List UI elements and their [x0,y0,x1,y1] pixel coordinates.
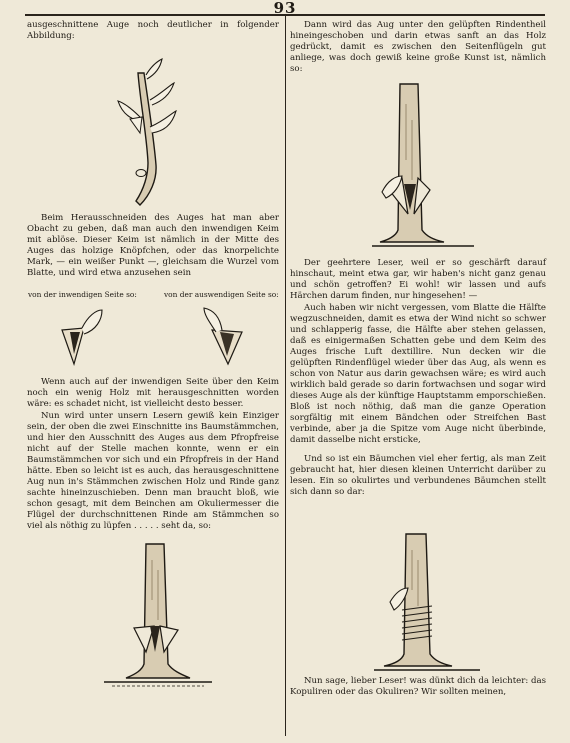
page-number: 93 [273,0,297,17]
figure-bound-tree [372,530,482,672]
label-inner-side: von der inwendigen Seite so: [28,290,137,299]
right-para1: Dann wird das Aug unter den gelüpften Rindentheil hineingeschoben und darin etwas sanft an das Holz gedrückt, damit es zwischen den Seitenflügeln gut anliege, was doch gewiß keine große Kunst ist, nämlich so: [290,20,546,74]
figure-bud-inserted [368,80,478,250]
figure-stock-with-cuts [98,540,218,690]
column-divider [285,16,286,736]
left-para3: Nun wird unter unsern Lesern gewiß kein Einziger sein, der oben die zwei Einschnitte ins Baumstämmchen, und hier den Ausschnitt des Auges aus dem Pfropfreise nicht auf der Stelle machen konnte, wenn er ein Baumstämmchen vor sich und ein Pfropfreis in der Hand hätte. Eben so leicht ist es auch, das herausgeschnittene Aug nun in's Stämmchen zwischen Holz und Rinde ganz sachte hineinzuschieben. Denn man braucht bloß, wie schon gesagt, mit dem Beinchen am Okuliermesser die Flügel der durchschnittenen Rinde am Stämmchen so viel als nöthig zu lüpfen . . . . . seht da, so: [27,411,279,531]
label-outer-side: von der auswendigen Seite so: [164,290,279,299]
figure-bud-inner-side [60,308,110,368]
right-para4: Und so ist ein Bäumchen viel eher fertig, als man Zeit gebraucht hat, hier diesen kleinen Unterricht darüber zu lesen. Ein so okulirtes und verbundenes Bäumchen stellt sich dann so dar: [290,454,546,497]
figure-budwood-scion [110,55,190,215]
figure-bud-outer-side [198,306,248,368]
left-intro: ausgeschnittene Auge noch deutlicher in folgender Abbildung: [27,20,279,41]
right-para3: Auch haben wir nicht vergessen, vom Blatte die Hälfte wegzuschneiden, damit es etwa der Wind nicht so schwer und schlapperig fasse, die Hälfte aber stehen gelassen, daß es einigermaßen Schatten gebe und dem Keim des Auges frische Luft dextillire. Nun decken wir die gelüpften Rindenflügel wieder über das Aug, als wenn es schon von Natur aus darin gewachsen wäre; es wird auch wirklich bald gerade so darin fortwachsen und sogar wird dieses Auge als der künftige Hauptstamm emporschießen. Bloß ist noch nöthig, daß man die ganze Operation sorgfältig mit einem Bändchen oder Streifchen Bast verbinde, aber ja die Spitze vom Auge nicht überbinde, damit dasselbe nicht ersticke, [290,303,546,445]
figure-labels-row [28,290,280,299]
right-para2: Der geehrtere Leser, weil er so geschärft darauf hinschaut, meint etwa gar, wir haben's nicht ganz genau und schön getroffen? Ei wohl! wir lassen und aufs Härchen darum finden, nur hingesehen! — [290,258,546,301]
left-para1: Beim Herausschneiden des Auges hat man aber Obacht zu geben, daß man auch den inwendigen Keim mit ablöse. Dieser Keim ist nämlich in der Mitte des Auges das holzige Knöpfchen, oder das knorpelichte Mark, — ein weißer Punkt —, gleichsam die Wurzel vom Blatte, und wird etwa anzusehen sein [27,213,279,278]
left-para2: Wenn auch auf der inwendigen Seite über den Keim noch ein wenig Holz mit herausgeschnitten worden wäre: es schadet nicht, ist vielleicht desto besser. [27,377,279,409]
right-para5: Nun sage, lieber Leser! was dünkt dich da leichter: das Kopuliren oder das Okuliren? Wir sollten meinen, [290,676,547,697]
